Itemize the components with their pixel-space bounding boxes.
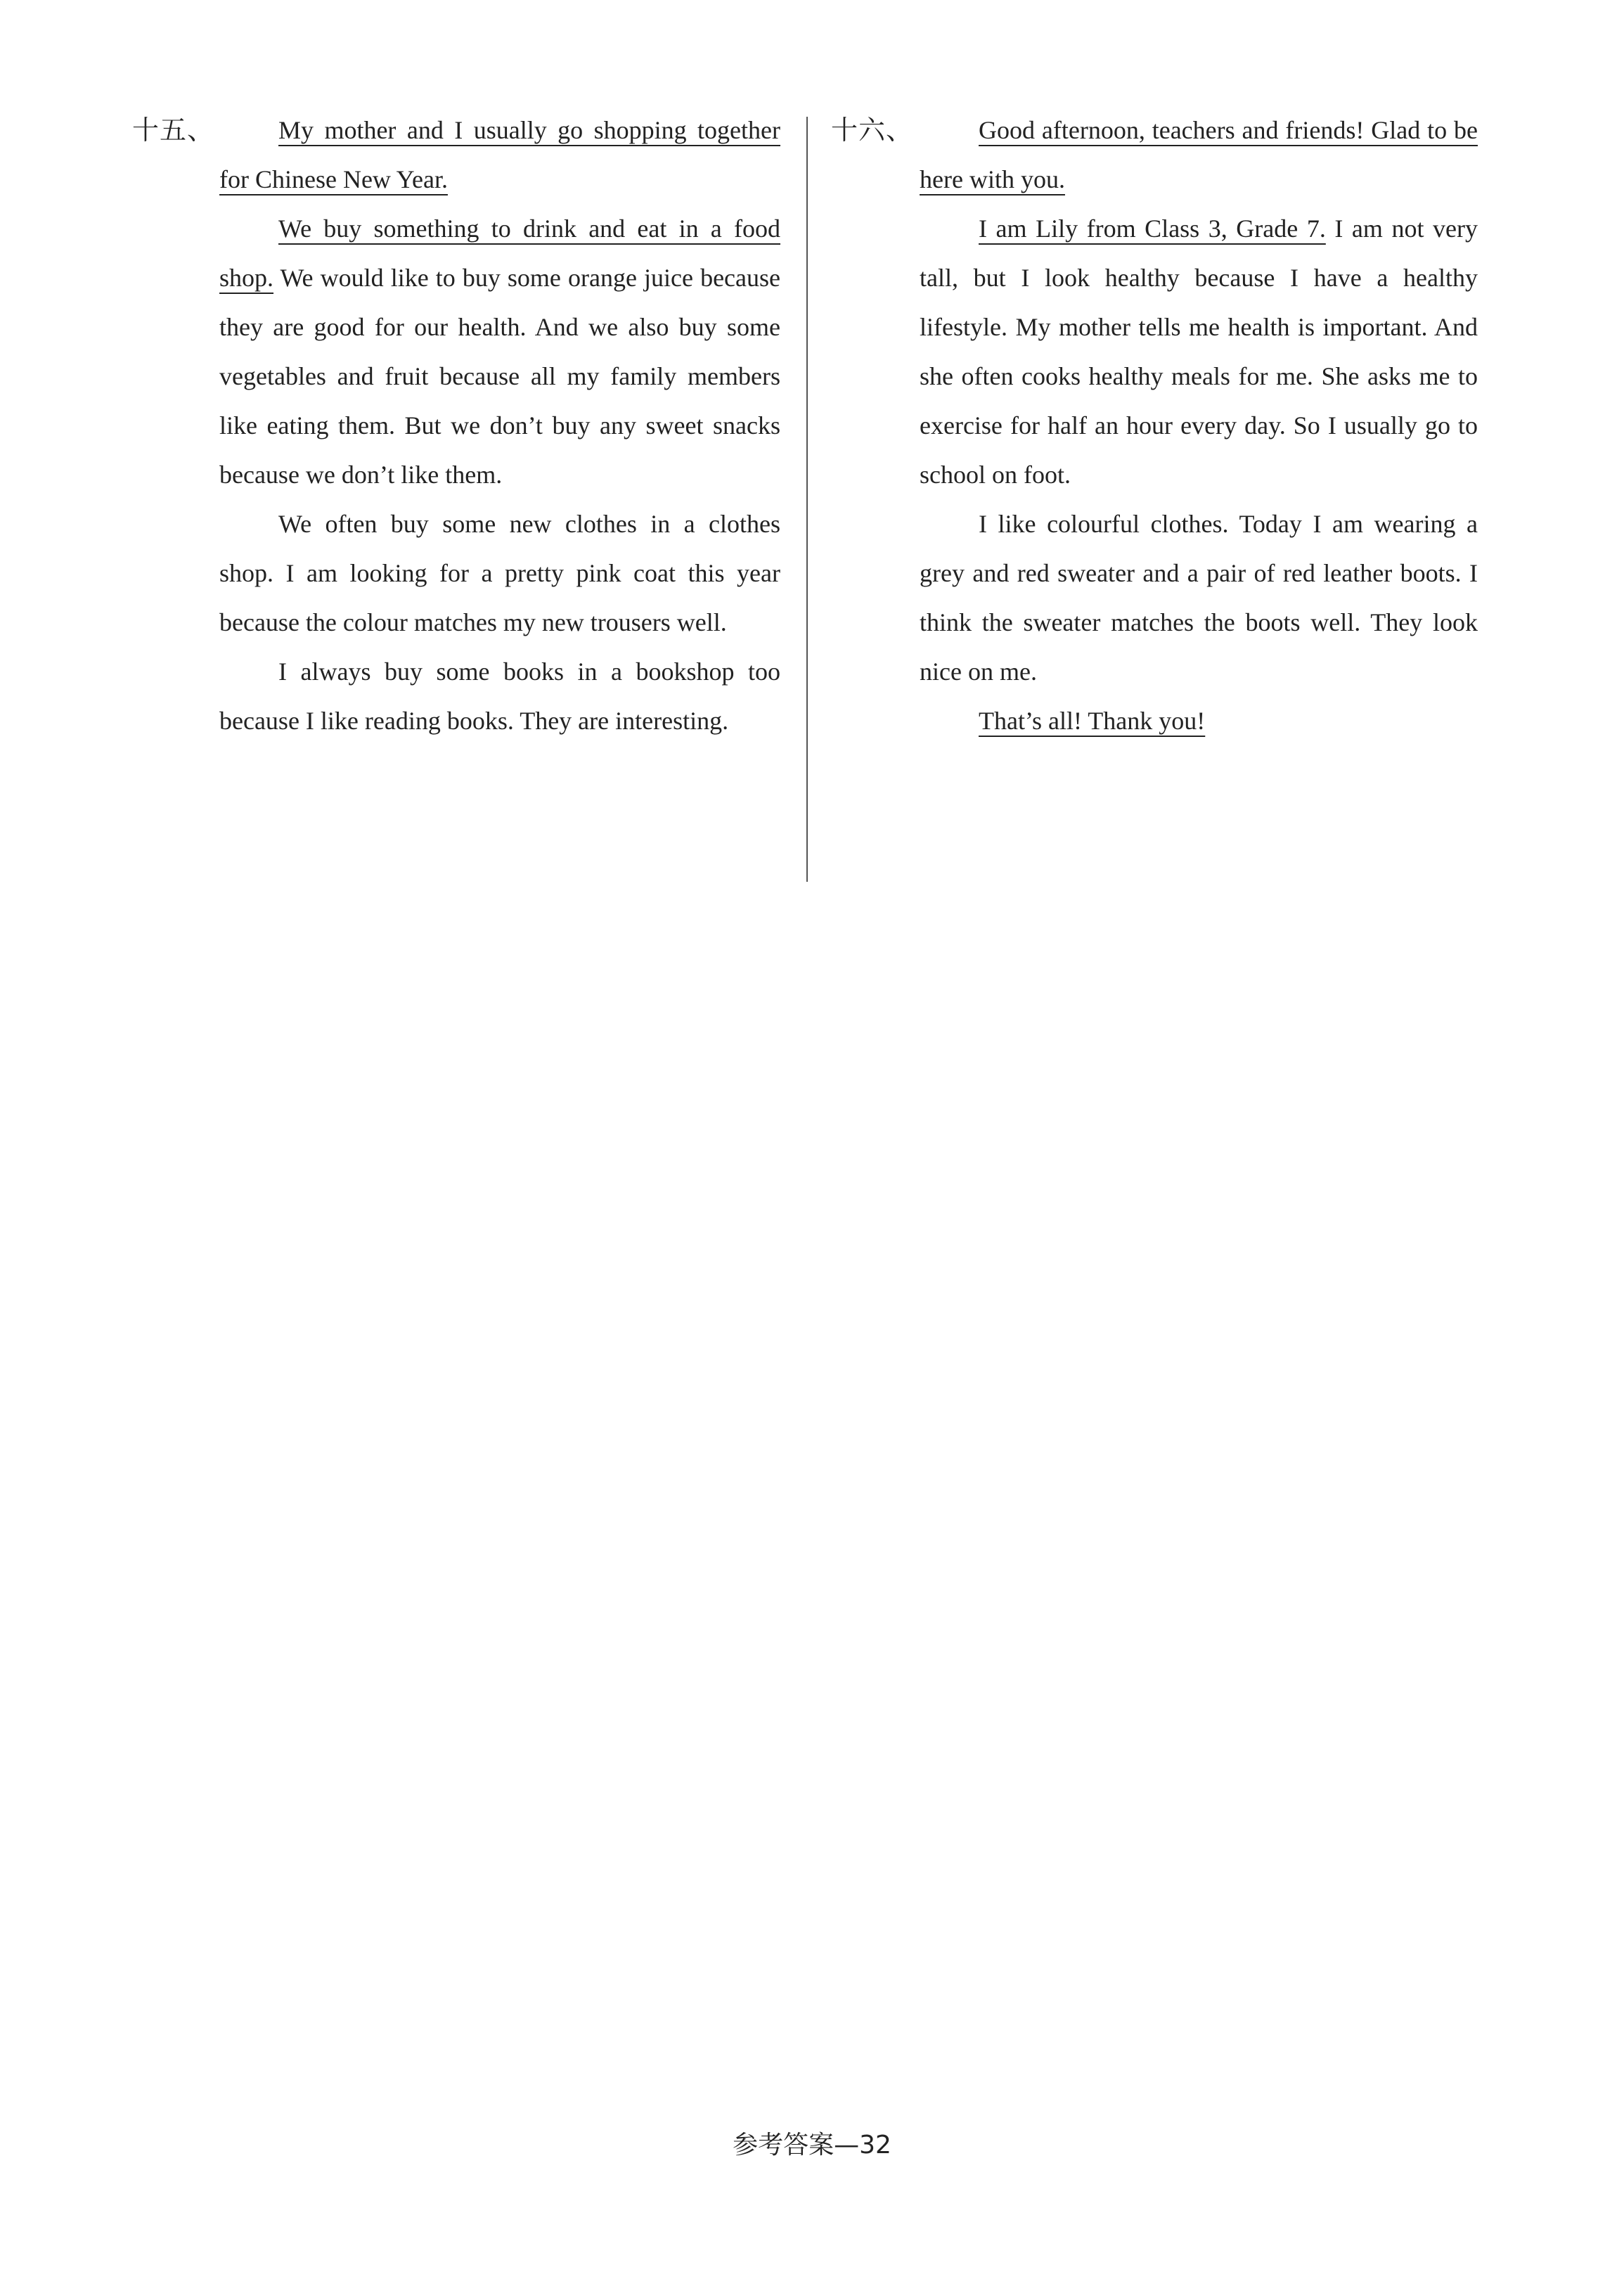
underlined-text: Good afternoon, teachers and friends! Glad to be here with you. — [920, 116, 1478, 193]
underlined-text: My mother and I usually go shopping together for Chinese New Year. — [219, 116, 780, 193]
paragraph: We often buy some new clothes in a clothes shop. I am looking for a pretty pink coat this year because the colour matches my new trousers well. — [219, 510, 780, 636]
section-number: 十五、 — [132, 115, 215, 146]
underlined-text: That’s all! Thank you! — [979, 707, 1206, 735]
column-divider — [806, 117, 808, 882]
paragraph-text: I am not very tall, but I look healthy because I have a healthy lifestyle. My mother tells me health is important. And she often cooks healthy meals for me. She asks me to exercise for half an hour every day. So I usually go to school on foot. — [920, 214, 1478, 489]
underlined-text: I am Lily from Class 3, Grade 7. — [979, 214, 1326, 243]
paragraph: I like colourful clothes. Today I am wearing a grey and red sweater and a pair of red leather boots. I think the sweater matches the boots well. They look nice on me. — [920, 510, 1478, 686]
paragraph: I always buy some books in a bookshop too because I like reading books. They are interesting. — [219, 657, 780, 735]
paragraph-text: We would like to buy some orange juice because they are good for our health. And we also buy some vegetables and fruit because all my family members like eating them. But we don’t buy any sweet snacks because we don’t like them. — [219, 264, 780, 489]
section-number: 十六、 — [831, 115, 914, 146]
paragraph — [132, 204, 780, 499]
paragraph — [132, 105, 780, 204]
section-15 — [132, 105, 780, 745]
paragraph — [831, 105, 1478, 204]
section-16 — [831, 105, 1478, 745]
page-footer: 参考答案—32 — [733, 2131, 891, 2159]
paragraph — [831, 696, 1478, 745]
underlined-text: We buy something to drink and eat in a food shop. — [219, 214, 780, 292]
paragraph — [831, 204, 1478, 499]
